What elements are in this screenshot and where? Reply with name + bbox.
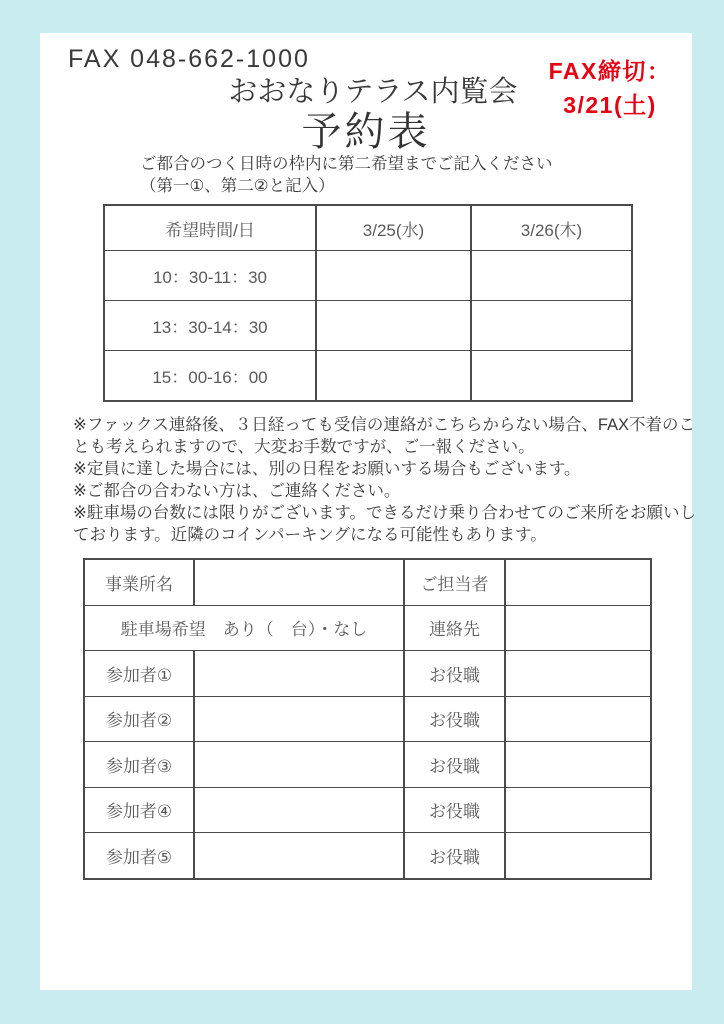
schedule-row-1 (104, 251, 632, 301)
schedule-entry-cell (316, 251, 471, 301)
position-field (505, 833, 651, 879)
participant-label: 参加者③ (84, 742, 194, 788)
participant-label: 参加者② (84, 696, 194, 742)
position-label: お役職 (404, 742, 505, 788)
participant-row-4 (84, 787, 651, 833)
schedule-header-time: 希望時間/日 (104, 205, 316, 251)
notes (73, 414, 697, 546)
parking-row (84, 605, 651, 651)
schedule-entry-cell (471, 351, 632, 402)
schedule-table (103, 204, 633, 402)
schedule-header-row (104, 205, 632, 251)
participant-label: 参加者① (84, 651, 194, 697)
note-item: ※ご都合の合わない方は、ご連絡ください。 (73, 482, 401, 500)
participant-name-field (194, 651, 404, 697)
note-item: ※ファックス連絡後、３日経っても受信の連絡がこちらからない場合、FAX不着のことも考えられますので、大変お手数ですが、ご一報ください。 (73, 416, 696, 456)
note-item: ※駐車場の台数には限りがございます。できるだけ乗り合わせてのご来所をお願いしております。近隣のコインパーキングになる可能性もあります。 (73, 504, 697, 544)
time-slot-label: 10：30-11：30 (104, 251, 316, 301)
position-field (505, 651, 651, 697)
entry-table (83, 558, 652, 880)
participant-label: 参加者④ (84, 787, 194, 833)
business-row (84, 559, 651, 605)
position-label: お役職 (404, 787, 505, 833)
schedule-header-date2: 3/26(木) (471, 205, 632, 251)
position-label: お役職 (404, 696, 505, 742)
event-title: おおなりテラス内覧会 (228, 76, 518, 108)
schedule-header-date1: 3/25(水) (316, 205, 471, 251)
position-field (505, 696, 651, 742)
business-name-label: 事業所名 (84, 559, 194, 605)
position-label: お役職 (404, 651, 505, 697)
instructions-line2: （第一①、第二②と記入） (140, 177, 335, 195)
time-slot-label: 13：30-14：30 (104, 301, 316, 351)
participant-row-2 (84, 696, 651, 742)
participant-row-1 (84, 651, 651, 697)
contact-person-field (505, 559, 651, 605)
fax-form-page (40, 33, 697, 990)
position-label: お役職 (404, 833, 505, 879)
participant-name-field (194, 696, 404, 742)
participant-name-field (194, 833, 404, 879)
contact-info-field (505, 605, 651, 651)
participant-row-5 (84, 833, 651, 879)
participant-name-field (194, 742, 404, 788)
participant-name-field (194, 787, 404, 833)
participant-row-3 (84, 742, 651, 788)
schedule-entry-cell (471, 301, 632, 351)
fax-deadline-line2: 3/21(土) (563, 92, 657, 118)
schedule-entry-cell (316, 351, 471, 402)
parking-request-label: 駐車場希望 あり（ 台）・なし (84, 605, 404, 651)
form-title: 予約表 (301, 110, 431, 154)
position-field (505, 787, 651, 833)
schedule-row-2 (104, 301, 632, 351)
time-slot-label: 15：00-16：00 (104, 351, 316, 402)
instructions (140, 153, 553, 197)
schedule-entry-cell (471, 251, 632, 301)
position-field (505, 742, 651, 788)
fax-number: FAX 048-662-1000 (68, 45, 310, 73)
instructions-line1: ご都合のつく日時の枠内に第二希望までご記入ください (140, 155, 553, 173)
schedule-row-3 (104, 351, 632, 402)
participant-label: 参加者⑤ (84, 833, 194, 879)
schedule-entry-cell (316, 301, 471, 351)
fax-deadline-line1: FAX締切： (548, 58, 672, 84)
business-name-field (194, 559, 404, 605)
contact-info-label: 連絡先 (404, 605, 505, 651)
contact-person-label: ご担当者 (404, 559, 505, 605)
note-item: ※定員に達した場合には、別の日程をお願いする場合もございます。 (73, 460, 581, 478)
